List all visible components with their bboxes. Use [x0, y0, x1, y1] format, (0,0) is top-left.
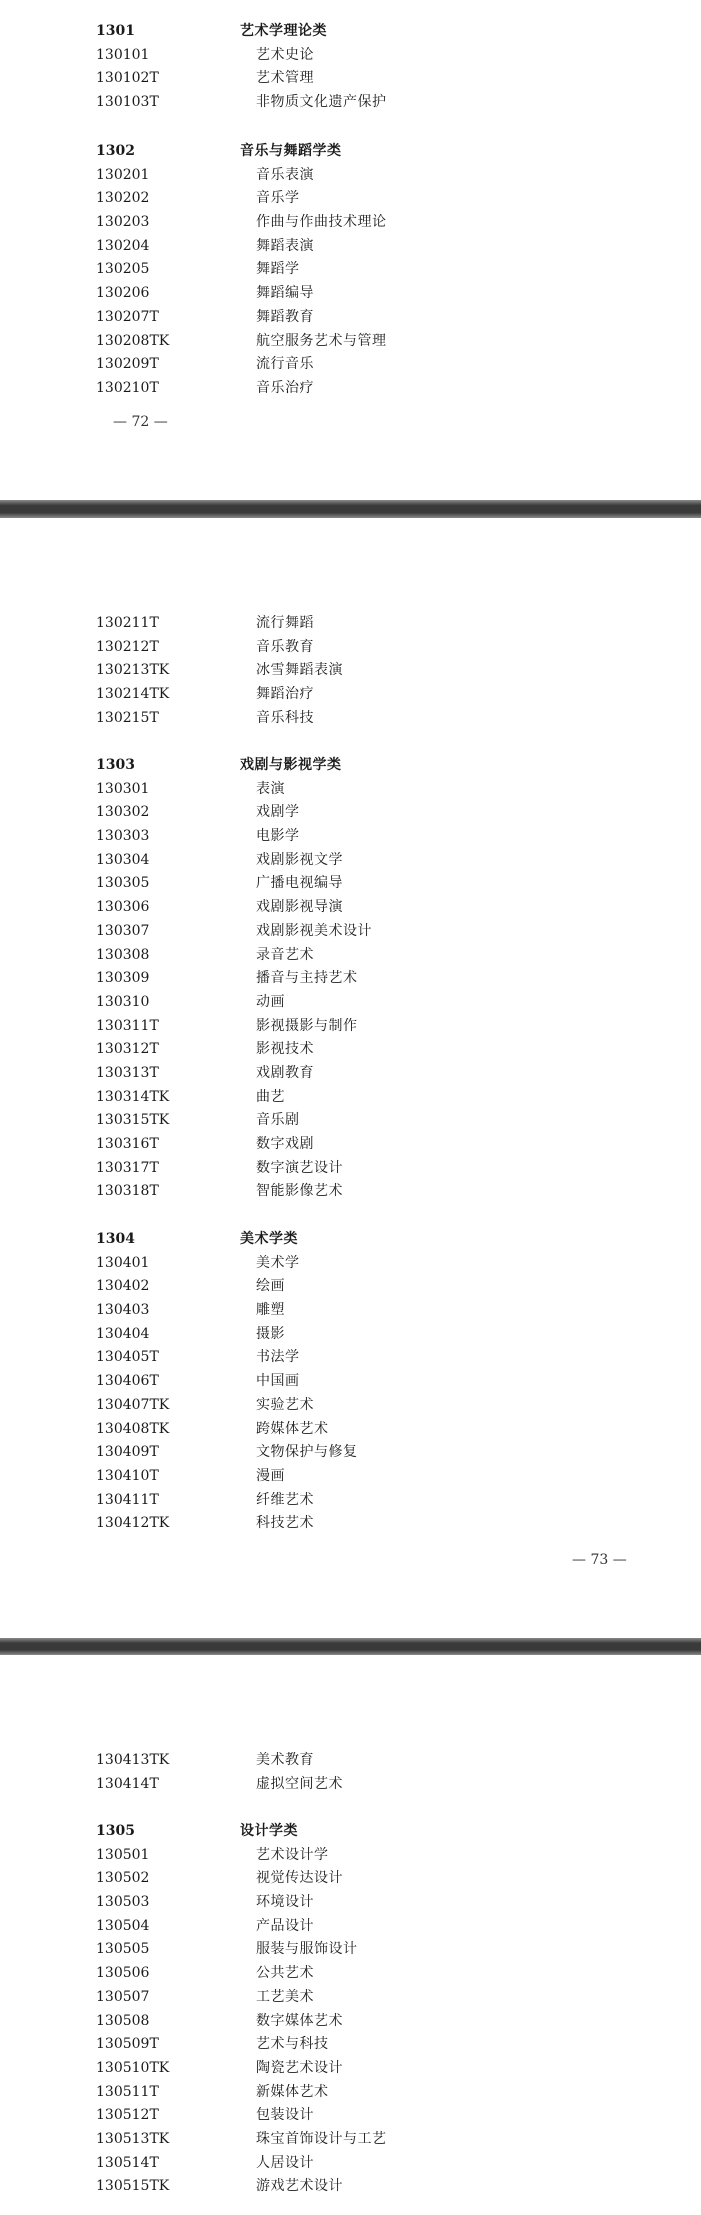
major-row	[0, 778, 701, 802]
category-name: 戏剧与影视学类	[240, 757, 342, 773]
major-name: 作曲与作曲技术理论	[256, 214, 387, 231]
major-code: 130210T	[96, 379, 159, 396]
major-row	[0, 1465, 701, 1489]
major-name: 新媒体艺术	[256, 2083, 329, 2100]
major-name: 人居设计	[256, 2154, 314, 2171]
major-name: 舞蹈教育	[256, 308, 314, 325]
major-code: 130317T	[96, 1159, 159, 1176]
major-name: 流行舞蹈	[256, 615, 314, 631]
major-name: 广播电视编导	[256, 875, 343, 892]
major-code: 130303	[96, 828, 150, 845]
category-code: 1302	[96, 143, 135, 159]
major-name: 戏剧学	[256, 804, 300, 821]
major-code: 130215T	[96, 709, 159, 726]
major-code: 130408TK	[96, 1420, 170, 1437]
major-row	[0, 1275, 701, 1299]
major-name: 纤维艺术	[256, 1491, 314, 1508]
major-row	[0, 1749, 701, 1773]
major-name: 产品设计	[256, 1917, 314, 1934]
major-code: 130214TK	[96, 686, 170, 703]
major-row	[0, 306, 701, 330]
major-row	[0, 67, 701, 91]
major-code: 130401	[96, 1254, 150, 1271]
major-name: 音乐治疗	[256, 379, 314, 396]
major-name: 服装与服饰设计	[256, 1941, 358, 1958]
major-row	[0, 636, 701, 660]
major-name: 冰雪舞蹈表演	[256, 662, 343, 679]
major-row	[0, 612, 701, 636]
major-name: 动画	[256, 993, 285, 1010]
major-name: 包装设计	[256, 2107, 314, 2124]
major-name: 音乐学	[256, 190, 300, 207]
major-code: 130504	[96, 1917, 150, 1934]
major-code: 130405T	[96, 1349, 159, 1366]
major-code: 130515TK	[96, 2178, 170, 2195]
major-name: 智能影像艺术	[256, 1183, 343, 1200]
category-code: 1303	[96, 757, 135, 773]
major-code: 130413TK	[96, 1752, 170, 1768]
major-row	[0, 1157, 701, 1181]
category-code: 1305	[96, 1823, 135, 1839]
major-name: 电影学	[256, 828, 300, 845]
major-name: 漫画	[256, 1467, 285, 1484]
major-code: 130314TK	[96, 1088, 170, 1105]
major-code: 130505	[96, 1941, 150, 1958]
major-row	[0, 1962, 701, 1986]
category-code: 1301	[96, 23, 135, 39]
major-row	[0, 2010, 701, 2034]
major-code: 130316T	[96, 1136, 159, 1152]
major-code: 130404	[96, 1325, 150, 1342]
major-code: 130102T	[96, 70, 159, 87]
major-group	[0, 754, 701, 1204]
major-code: 130510TK	[96, 2059, 170, 2076]
major-name: 舞蹈表演	[256, 237, 314, 254]
major-code: 130206	[96, 285, 150, 302]
major-code: 130308	[96, 946, 150, 963]
page-number: — 72 —	[113, 414, 168, 430]
major-name: 美术学	[256, 1254, 300, 1271]
major-code: 130203	[96, 214, 150, 231]
major-row	[0, 1891, 701, 1915]
major-name: 虚拟空间艺术	[256, 1775, 343, 1792]
major-name: 音乐剧	[256, 1112, 300, 1129]
major-name: 戏剧影视文学	[256, 851, 343, 868]
major-name: 戏剧影视美术设计	[256, 922, 372, 939]
major-code: 130409T	[96, 1444, 159, 1461]
major-code: 130212T	[96, 638, 159, 655]
major-code: 130301	[96, 780, 150, 797]
major-name: 环境设计	[256, 1894, 314, 1911]
major-row	[0, 1773, 701, 1797]
major-row	[0, 1015, 701, 1039]
major-name: 实验艺术	[256, 1396, 314, 1413]
major-name: 跨媒体艺术	[256, 1420, 329, 1437]
major-name: 数字戏剧	[256, 1136, 314, 1152]
major-row	[0, 258, 701, 282]
major-name: 流行音乐	[256, 356, 314, 373]
major-name: 录音艺术	[256, 946, 314, 963]
category-name: 艺术学理论类	[240, 23, 327, 39]
major-row	[0, 2175, 701, 2199]
major-code: 130209T	[96, 356, 159, 373]
major-name: 科技艺术	[256, 1515, 314, 1532]
major-code: 130402	[96, 1278, 150, 1295]
major-row	[0, 1323, 701, 1347]
major-name: 非物质文化遗产保护	[256, 94, 387, 111]
major-row	[0, 1512, 701, 1536]
major-row	[0, 1180, 701, 1204]
major-row	[0, 991, 701, 1015]
major-group	[0, 1820, 701, 2199]
major-row	[0, 849, 701, 873]
major-code: 130501	[96, 1846, 150, 1863]
page-number: — 73 —	[572, 1552, 627, 1568]
major-row	[0, 1252, 701, 1276]
category-code: 1304	[96, 1231, 135, 1247]
major-code: 130410T	[96, 1467, 159, 1484]
major-code: 130403	[96, 1302, 150, 1319]
major-code: 130508	[96, 2012, 150, 2029]
major-row	[0, 2057, 701, 2081]
major-group	[0, 1228, 701, 1536]
major-code: 130502	[96, 1870, 150, 1887]
category-heading-row	[0, 754, 701, 778]
major-name: 美术教育	[256, 1752, 314, 1768]
major-row	[0, 1867, 701, 1891]
major-name: 艺术设计学	[256, 1846, 329, 1863]
major-row	[0, 2128, 701, 2152]
major-name: 戏剧影视导演	[256, 899, 343, 916]
major-name: 艺术史论	[256, 46, 314, 63]
major-name: 音乐教育	[256, 638, 314, 655]
category-heading-row	[0, 20, 701, 44]
major-code: 130412TK	[96, 1515, 170, 1532]
major-name: 舞蹈编导	[256, 285, 314, 302]
major-row	[0, 1109, 701, 1133]
major-name: 文物保护与修复	[256, 1444, 358, 1461]
major-row	[0, 187, 701, 211]
major-name: 曲艺	[256, 1088, 285, 1105]
major-name: 播音与主持艺术	[256, 970, 358, 987]
major-row	[0, 330, 701, 354]
major-row	[0, 683, 701, 707]
major-name: 书法学	[256, 1349, 300, 1366]
major-code: 130315TK	[96, 1112, 170, 1129]
major-code: 130103T	[96, 94, 159, 111]
major-row	[0, 1844, 701, 1868]
major-row	[0, 282, 701, 306]
major-row	[0, 1299, 701, 1323]
major-code: 130306	[96, 899, 150, 916]
major-code: 130414T	[96, 1775, 159, 1792]
major-row	[0, 2152, 701, 2176]
major-code: 130506	[96, 1965, 150, 1982]
major-code: 130205	[96, 261, 150, 278]
major-code: 130202	[96, 190, 150, 207]
major-code: 130304	[96, 851, 150, 868]
category-heading-row	[0, 140, 701, 164]
major-row	[0, 825, 701, 849]
major-code: 130213TK	[96, 662, 170, 679]
major-name: 视觉传达设计	[256, 1870, 343, 1887]
major-code: 130307	[96, 922, 150, 939]
major-name: 音乐表演	[256, 166, 314, 183]
major-row	[0, 1489, 701, 1513]
major-name: 雕塑	[256, 1302, 285, 1319]
major-name: 表演	[256, 780, 285, 797]
major-code: 130201	[96, 166, 150, 183]
major-row	[0, 801, 701, 825]
page-separator	[0, 1638, 701, 1655]
major-name: 艺术与科技	[256, 2036, 329, 2053]
major-name: 艺术管理	[256, 70, 314, 87]
major-row	[0, 872, 701, 896]
major-code: 130310	[96, 993, 150, 1010]
document-page	[0, 0, 701, 500]
category-heading-row	[0, 1820, 701, 1844]
major-name: 公共艺术	[256, 1965, 314, 1982]
major-code: 130513TK	[96, 2130, 170, 2147]
major-row	[0, 1086, 701, 1110]
major-name: 摄影	[256, 1325, 285, 1342]
major-name: 珠宝首饰设计与工艺	[256, 2130, 387, 2147]
major-row	[0, 91, 701, 115]
document-page	[0, 1655, 701, 2215]
major-code: 130514T	[96, 2154, 159, 2171]
major-code: 130208TK	[96, 332, 170, 349]
major-group	[0, 612, 701, 730]
major-row	[0, 1370, 701, 1394]
major-row	[0, 920, 701, 944]
major-name: 游戏艺术设计	[256, 2178, 343, 2195]
major-row	[0, 211, 701, 235]
major-row	[0, 1062, 701, 1086]
major-code: 130302	[96, 804, 150, 821]
major-row	[0, 1038, 701, 1062]
major-name: 工艺美术	[256, 1988, 314, 2005]
major-name: 数字媒体艺术	[256, 2012, 343, 2029]
major-row	[0, 44, 701, 68]
major-code: 130312T	[96, 1041, 159, 1058]
major-row	[0, 235, 701, 259]
major-row	[0, 967, 701, 991]
major-name: 陶瓷艺术设计	[256, 2059, 343, 2076]
major-name: 影视技术	[256, 1041, 314, 1058]
category-name: 设计学类	[240, 1823, 298, 1839]
major-row	[0, 1394, 701, 1418]
major-name: 绘画	[256, 1278, 285, 1295]
major-code: 130313T	[96, 1064, 159, 1081]
page-separator	[0, 500, 701, 518]
major-code: 130204	[96, 237, 150, 254]
major-name: 音乐科技	[256, 709, 314, 726]
major-code: 130207T	[96, 308, 159, 325]
major-group	[0, 140, 701, 401]
major-code: 130503	[96, 1894, 150, 1911]
major-row	[0, 1441, 701, 1465]
major-code: 130406T	[96, 1373, 159, 1390]
major-row	[0, 707, 701, 731]
major-row	[0, 164, 701, 188]
category-heading-row	[0, 1228, 701, 1252]
major-code: 130101	[96, 46, 150, 63]
major-row	[0, 2104, 701, 2128]
major-row	[0, 377, 701, 401]
major-row	[0, 944, 701, 968]
major-code: 130511T	[96, 2083, 159, 2100]
major-name: 戏剧教育	[256, 1064, 314, 1081]
major-row	[0, 353, 701, 377]
major-row	[0, 2081, 701, 2105]
category-name: 音乐与舞蹈学类	[240, 143, 342, 159]
major-group	[0, 20, 701, 115]
major-name: 航空服务艺术与管理	[256, 332, 387, 349]
major-code: 130309	[96, 970, 150, 987]
major-code: 130311T	[96, 1017, 159, 1034]
major-code: 130507	[96, 1988, 150, 2005]
major-code: 130512T	[96, 2107, 159, 2124]
major-row	[0, 659, 701, 683]
major-code: 130211T	[96, 615, 159, 631]
major-code: 130305	[96, 875, 150, 892]
major-name: 中国画	[256, 1373, 300, 1390]
major-row	[0, 1938, 701, 1962]
major-code: 130407TK	[96, 1396, 170, 1413]
major-row	[0, 1133, 701, 1157]
major-row	[0, 1346, 701, 1370]
major-name: 数字演艺设计	[256, 1159, 343, 1176]
major-row	[0, 896, 701, 920]
major-group	[0, 1749, 701, 1796]
document-page	[0, 518, 701, 1638]
major-name: 舞蹈学	[256, 261, 300, 278]
major-row	[0, 1986, 701, 2010]
major-code: 130318T	[96, 1183, 159, 1200]
major-row	[0, 1418, 701, 1442]
major-name: 舞蹈治疗	[256, 686, 314, 703]
major-row	[0, 2033, 701, 2057]
major-row	[0, 1915, 701, 1939]
major-name: 影视摄影与制作	[256, 1017, 358, 1034]
major-code: 130509T	[96, 2036, 159, 2053]
category-name: 美术学类	[240, 1231, 298, 1247]
major-code: 130411T	[96, 1491, 159, 1508]
